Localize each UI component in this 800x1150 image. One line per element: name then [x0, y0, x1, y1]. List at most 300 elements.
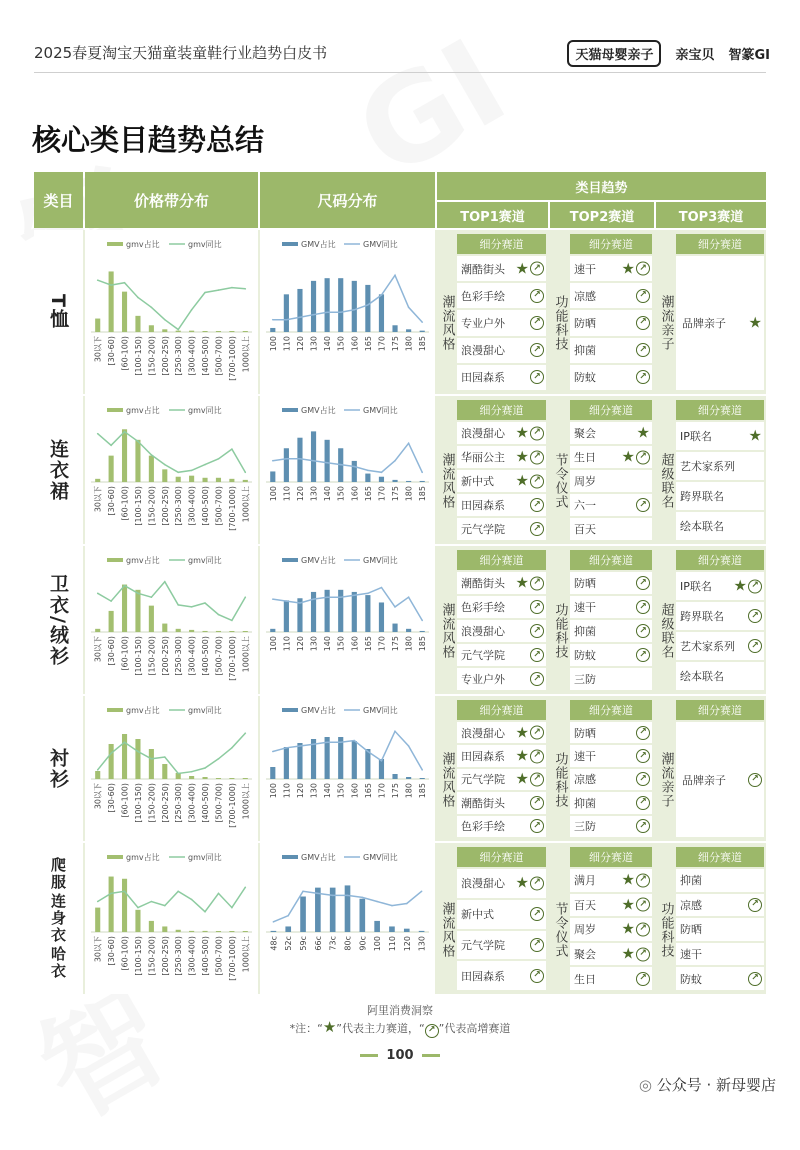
- line-point-8: [381, 294, 383, 296]
- tick-label-2: 120: [295, 486, 305, 502]
- sub-header-top1: 细分赛道: [457, 700, 546, 720]
- track-item: [570, 769, 652, 790]
- growth-icon: ↗: [636, 576, 650, 590]
- bar-1: [284, 600, 289, 632]
- tick-label-6: 160: [350, 783, 360, 799]
- line-point-11: [421, 321, 423, 323]
- item-markers: [515, 873, 544, 892]
- line-point-6: [177, 604, 179, 606]
- item-markers: [516, 261, 544, 276]
- category-name: [34, 396, 83, 544]
- line-point-11: [421, 472, 423, 474]
- tick-label-7: [300-400): [187, 783, 197, 823]
- line-point-0: [97, 769, 99, 771]
- bar-9: [216, 478, 221, 482]
- item-markers: [621, 447, 650, 466]
- track-item-label: 抑菌: [680, 874, 702, 888]
- track-item-label: 防蚊: [574, 649, 596, 662]
- chart-legend: [107, 239, 222, 249]
- bar-11: [420, 331, 425, 332]
- track-item-label: 防蚊: [680, 972, 702, 986]
- bar-9: [392, 325, 397, 332]
- tick-label-7: 165: [363, 486, 373, 502]
- category-name-line: 连身衣: [49, 893, 67, 944]
- bar-6: [176, 629, 181, 632]
- price-chart: [85, 546, 258, 694]
- bar-7: [189, 476, 194, 482]
- growth-icon: ↗: [530, 450, 544, 464]
- track-item-label: 田园森系: [461, 371, 505, 385]
- line-point-1: [286, 747, 288, 749]
- star-icon: ★: [515, 447, 529, 466]
- header-size: 尺码分布: [260, 172, 435, 228]
- sub-header-top1: 细分赛道: [457, 400, 546, 420]
- track-item: [457, 816, 546, 837]
- line-point-4: [151, 901, 153, 903]
- legend-line-label: gmv同比: [188, 853, 222, 862]
- line-point-9: [218, 458, 220, 460]
- bar-1: [285, 926, 291, 932]
- tick-label-4: [150-200): [147, 783, 157, 823]
- header-trend: 类目趋势: [437, 172, 766, 200]
- bar-4: [325, 278, 330, 332]
- line-point-5: [340, 742, 342, 744]
- bar-5: [162, 469, 167, 482]
- bar-6: [352, 281, 357, 332]
- bar-0: [95, 319, 100, 332]
- tick-label-11: 185: [418, 783, 428, 799]
- item-markers: [621, 919, 650, 938]
- legend-note-prefix: *注：“: [289, 1022, 323, 1035]
- growth-icon: ↗: [636, 370, 650, 384]
- track-item-label: 防晒: [574, 726, 596, 740]
- item-markers: [515, 471, 544, 490]
- tick-label-1: 110: [282, 636, 292, 652]
- size-chart: [260, 230, 435, 394]
- bar-1: [109, 611, 114, 632]
- size-chart: [260, 696, 435, 841]
- line-point-6: [353, 740, 355, 742]
- bar-11: [243, 931, 248, 932]
- bar-8: [379, 602, 384, 632]
- item-markers: [530, 648, 544, 662]
- growth-icon: ↗: [636, 343, 650, 357]
- line-point-8: [204, 767, 206, 769]
- growth-icon: ↗: [425, 1024, 439, 1038]
- price-chart: [85, 396, 258, 544]
- tick-label-5: [200-250): [160, 936, 170, 976]
- price-chart: [85, 230, 258, 394]
- track-item: [457, 745, 546, 766]
- line-point-2: [124, 282, 126, 284]
- line-point-10: [231, 448, 233, 450]
- bar-5: [345, 885, 351, 932]
- track-item: [676, 572, 764, 600]
- bar-0: [270, 629, 275, 632]
- track-item-label: 防晒: [574, 316, 596, 330]
- growth-icon: ↗: [530, 343, 544, 357]
- item-markers: [636, 289, 650, 303]
- track-label-top2: 功能科技: [552, 295, 568, 351]
- item-markers: [636, 972, 650, 986]
- track-item-label: 跨界联名: [680, 490, 724, 503]
- item-markers: [530, 672, 544, 686]
- tick-label-10: [700-1000): [227, 636, 237, 681]
- tick-label-5: 150: [336, 636, 346, 652]
- tick-label-9: 120: [402, 936, 412, 952]
- track-item: [676, 869, 764, 892]
- line-point-2: [124, 431, 126, 433]
- tick-label-9: 175: [391, 486, 401, 502]
- tick-label-10: [700-1000): [227, 336, 237, 381]
- line-point-6: [177, 891, 179, 893]
- item-markers: [622, 261, 650, 276]
- legend-bar-label: gmv占比: [126, 706, 160, 715]
- track-item-label: 浪漫甜心: [461, 344, 505, 358]
- legend-bar-label: GMV占比: [301, 706, 336, 715]
- growth-icon: ↗: [530, 726, 544, 740]
- tick-label-6: 160: [350, 486, 360, 502]
- track-label-top1: 潮流风格: [439, 901, 455, 958]
- sub-header-top3: 细分赛道: [676, 234, 764, 254]
- bar-11: [420, 778, 425, 779]
- line-point-5: [340, 464, 342, 466]
- line-point-8: [381, 472, 383, 474]
- track-item-label: 生日: [574, 451, 596, 464]
- bar-0: [270, 767, 275, 779]
- track-item: [570, 668, 652, 690]
- header-price: 价格带分布: [85, 172, 258, 228]
- legend-bar-swatch: [282, 242, 298, 246]
- bar-1: [284, 747, 289, 779]
- bar-9: [216, 331, 221, 332]
- item-markers: [530, 907, 544, 921]
- track-item: [676, 967, 764, 990]
- trend-line: [273, 275, 422, 322]
- tick-label-2: [60-100): [120, 636, 130, 671]
- tick-label-7: [300-400): [187, 936, 197, 976]
- growth-icon: ↗: [530, 316, 544, 330]
- chart-legend: [107, 705, 222, 715]
- track-item: [457, 644, 546, 666]
- track-item: [570, 620, 652, 642]
- tick-label-4: 140: [323, 636, 333, 652]
- track-item: [457, 422, 546, 444]
- line-point-9: [394, 606, 396, 608]
- track-item-label: 艺术家系列: [680, 640, 735, 653]
- trend-line: [98, 733, 246, 773]
- bar-1: [109, 744, 114, 779]
- tick-label-10: [700-1000): [227, 936, 237, 981]
- tick-label-11: 1000以上: [241, 336, 251, 373]
- bar-8: [202, 777, 207, 779]
- line-point-8: [381, 587, 383, 589]
- bar-6: [176, 331, 181, 332]
- track-label-top2: 节令仪式: [552, 901, 568, 958]
- item-markers: [748, 609, 762, 623]
- item-markers: [748, 898, 762, 912]
- legend-bar-label: GMV占比: [301, 853, 336, 862]
- item-markers: [636, 370, 650, 384]
- line-point-10: [408, 596, 410, 598]
- line-point-0: [97, 279, 99, 281]
- chart-svg: [85, 230, 258, 394]
- line-point-2: [124, 891, 126, 893]
- tick-label-9: [500-700): [214, 636, 224, 676]
- tick-label-11: 185: [418, 486, 428, 502]
- line-point-4: [326, 462, 328, 464]
- item-markers: [515, 746, 544, 765]
- chart-svg: [260, 396, 435, 544]
- item-markers: [530, 624, 544, 638]
- tick-label-9: 175: [391, 636, 401, 652]
- tick-label-1: [30-60): [107, 783, 117, 813]
- tick-label-6: 90c: [358, 936, 368, 951]
- bar-8: [202, 631, 207, 632]
- bar-8: [202, 478, 207, 482]
- track-item: [570, 446, 652, 468]
- item-markers: [733, 576, 762, 595]
- legend-bar-swatch: [282, 708, 298, 712]
- track-item-label: 绘本联名: [680, 520, 724, 533]
- tick-label-10: [700-1000): [227, 783, 237, 828]
- tick-label-9: [500-700): [214, 783, 224, 823]
- line-point-0: [272, 460, 274, 462]
- bar-11: [420, 631, 425, 632]
- category-name: [34, 843, 83, 994]
- bar-6: [352, 741, 357, 779]
- tick-label-7: [300-400): [187, 336, 197, 376]
- line-point-10: [231, 287, 233, 289]
- bar-2: [122, 429, 127, 482]
- line-point-7: [191, 606, 193, 608]
- tick-label-10: 180: [404, 783, 414, 799]
- bar-4: [149, 749, 154, 779]
- bar-0: [95, 479, 100, 482]
- bar-4: [149, 325, 154, 332]
- growth-icon: ↗: [636, 726, 650, 740]
- line-point-3: [137, 593, 139, 595]
- tick-label-0: 30以下: [93, 783, 103, 810]
- track-item-label: 抑菌: [574, 625, 596, 638]
- star-icon: ★: [621, 919, 635, 938]
- sub-header-top1: 细分赛道: [457, 847, 546, 867]
- legend-bar-swatch: [107, 558, 123, 562]
- track-item: [570, 894, 652, 917]
- trend-line: [98, 582, 246, 621]
- page-number: [0, 1048, 800, 1063]
- bar-5: [338, 737, 343, 779]
- tick-label-8: [400-500): [201, 783, 211, 823]
- growth-icon: ↗: [530, 796, 544, 810]
- item-markers: [621, 944, 650, 963]
- bar-9: [216, 778, 221, 779]
- legend-line-label: gmv同比: [188, 706, 222, 715]
- growth-icon: ↗: [748, 898, 762, 912]
- growth-icon: ↗: [530, 907, 544, 921]
- tick-label-0: 30以下: [93, 636, 103, 663]
- bar-4: [325, 590, 330, 632]
- growth-icon: ↗: [530, 772, 544, 786]
- tick-label-6: [250-300): [174, 486, 184, 526]
- category-name-line: 哈衣: [49, 946, 67, 980]
- line-point-2: [299, 745, 301, 747]
- tick-label-0: 100: [268, 486, 278, 502]
- star-icon: ★: [515, 723, 529, 742]
- line-point-0: [272, 751, 274, 753]
- tick-label-9: 175: [391, 336, 401, 352]
- legend-bar-label: GMV占比: [301, 240, 336, 249]
- track-item: [570, 283, 652, 308]
- line-point-1: [287, 915, 289, 917]
- track-item: [676, 722, 764, 837]
- line-point-4: [326, 596, 328, 598]
- line-point-10: [408, 307, 410, 309]
- tick-label-6: [250-300): [174, 336, 184, 376]
- tick-label-7: 100: [373, 936, 383, 952]
- item-markers: [748, 639, 762, 653]
- track-label-top3: 功能科技: [658, 901, 674, 958]
- track-item-label: 速干: [574, 601, 596, 614]
- tick-label-1: 52c: [284, 936, 294, 951]
- track-item-label: IP联名: [680, 580, 712, 593]
- line-point-9: [218, 289, 220, 291]
- bar-7: [365, 595, 370, 632]
- line-point-10: [421, 891, 423, 893]
- tick-label-10: 130: [417, 936, 427, 952]
- bar-7: [189, 776, 194, 779]
- line-point-4: [326, 311, 328, 313]
- star-icon: ★: [636, 423, 650, 442]
- star-icon: ★: [515, 471, 529, 490]
- tick-label-3: [100-150): [133, 936, 143, 976]
- tick-label-6: [250-300): [174, 936, 184, 976]
- legend-note-mid: ”代表主力赛道，“: [336, 1022, 425, 1035]
- legend-bar-swatch: [107, 408, 123, 412]
- bar-9: [216, 631, 221, 632]
- item-markers: [636, 624, 650, 638]
- sub-header-top3: 细分赛道: [676, 847, 764, 867]
- line-point-0: [272, 319, 274, 321]
- bar-6: [176, 930, 181, 932]
- bar-1: [109, 877, 114, 932]
- bar-3: [135, 590, 140, 632]
- wechat-account-name: 公众号 · 新母婴店: [656, 1076, 776, 1094]
- growth-icon: ↗: [636, 873, 650, 887]
- line-point-3: [313, 743, 315, 745]
- growth-icon: ↗: [530, 498, 544, 512]
- item-markers: [530, 522, 544, 536]
- bar-0: [270, 471, 275, 482]
- line-point-4: [332, 895, 334, 897]
- bar-6: [352, 592, 357, 632]
- track-label-top1: 潮流风格: [439, 453, 455, 509]
- tick-label-0: 48c: [269, 936, 279, 951]
- sub-header-top2: 细分赛道: [570, 400, 652, 420]
- growth-icon: ↗: [530, 749, 544, 763]
- bar-6: [360, 899, 366, 932]
- growth-icon: ↗: [636, 498, 650, 512]
- track-item: [457, 961, 546, 990]
- track-label-top2: 功能科技: [552, 751, 568, 808]
- tick-label-8: 110: [387, 936, 397, 952]
- track-item-label: 艺术家系列: [680, 460, 735, 473]
- trend-summary-table: [34, 172, 766, 994]
- star-icon: ★: [515, 573, 529, 592]
- line-point-11: [244, 886, 246, 888]
- track-item-label: 三防: [574, 673, 596, 686]
- star-icon: ★: [733, 576, 747, 595]
- line-point-0: [273, 921, 275, 923]
- track-item-label: 专业户外: [461, 316, 505, 330]
- tick-label-11: 1000以上: [241, 636, 251, 673]
- line-point-10: [231, 747, 233, 749]
- category-name: [34, 230, 83, 394]
- item-markers: [530, 316, 544, 330]
- bar-4: [149, 606, 154, 632]
- track-label-top1: 潮流风格: [439, 295, 455, 351]
- legend-line-label: gmv同比: [188, 406, 222, 415]
- tick-label-3: 130: [309, 636, 319, 652]
- item-markers: [636, 772, 650, 786]
- chart-svg: [260, 696, 435, 841]
- item-markers: [530, 819, 544, 833]
- star-icon: ★: [515, 423, 529, 442]
- track-item: [457, 256, 546, 281]
- track-item-label: 百天: [574, 898, 596, 912]
- track-item: [570, 572, 652, 594]
- line-point-6: [177, 329, 179, 331]
- growth-icon: ↗: [530, 969, 544, 983]
- track-item: [457, 722, 546, 743]
- item-markers: [530, 343, 544, 357]
- line-point-1: [286, 600, 288, 602]
- line-point-10: [408, 443, 410, 445]
- line-point-7: [191, 899, 193, 901]
- track-item: [570, 918, 652, 941]
- tick-label-11: 1000以上: [241, 783, 251, 820]
- bar-5: [338, 590, 343, 632]
- growth-icon: ↗: [636, 749, 650, 763]
- track-item-label: 浪漫甜心: [461, 427, 505, 440]
- line-point-8: [204, 911, 206, 913]
- bar-0: [270, 328, 275, 332]
- track-item: [570, 745, 652, 766]
- line-point-4: [151, 454, 153, 456]
- line-point-5: [164, 319, 166, 321]
- item-markers: [636, 819, 650, 833]
- track-item: [676, 662, 764, 690]
- line-point-9: [394, 460, 396, 462]
- tick-label-5: 150: [336, 486, 346, 502]
- tick-label-4: 140: [323, 783, 333, 799]
- bar-4: [149, 921, 154, 932]
- growth-icon: ↗: [530, 648, 544, 662]
- growth-icon: ↗: [636, 648, 650, 662]
- track-item-label: 六一: [574, 499, 596, 512]
- line-point-4: [326, 742, 328, 744]
- track-item: [570, 644, 652, 666]
- bar-10: [406, 777, 411, 779]
- zhizhuan-logo: 智篆GI: [728, 48, 770, 63]
- legend-line-label: GMV同比: [363, 853, 398, 862]
- bar-7: [365, 474, 370, 482]
- line-point-2: [124, 742, 126, 744]
- size-chart: [260, 843, 435, 994]
- growth-icon: ↗: [636, 947, 650, 961]
- bar-5: [162, 764, 167, 779]
- line-point-2: [299, 602, 301, 604]
